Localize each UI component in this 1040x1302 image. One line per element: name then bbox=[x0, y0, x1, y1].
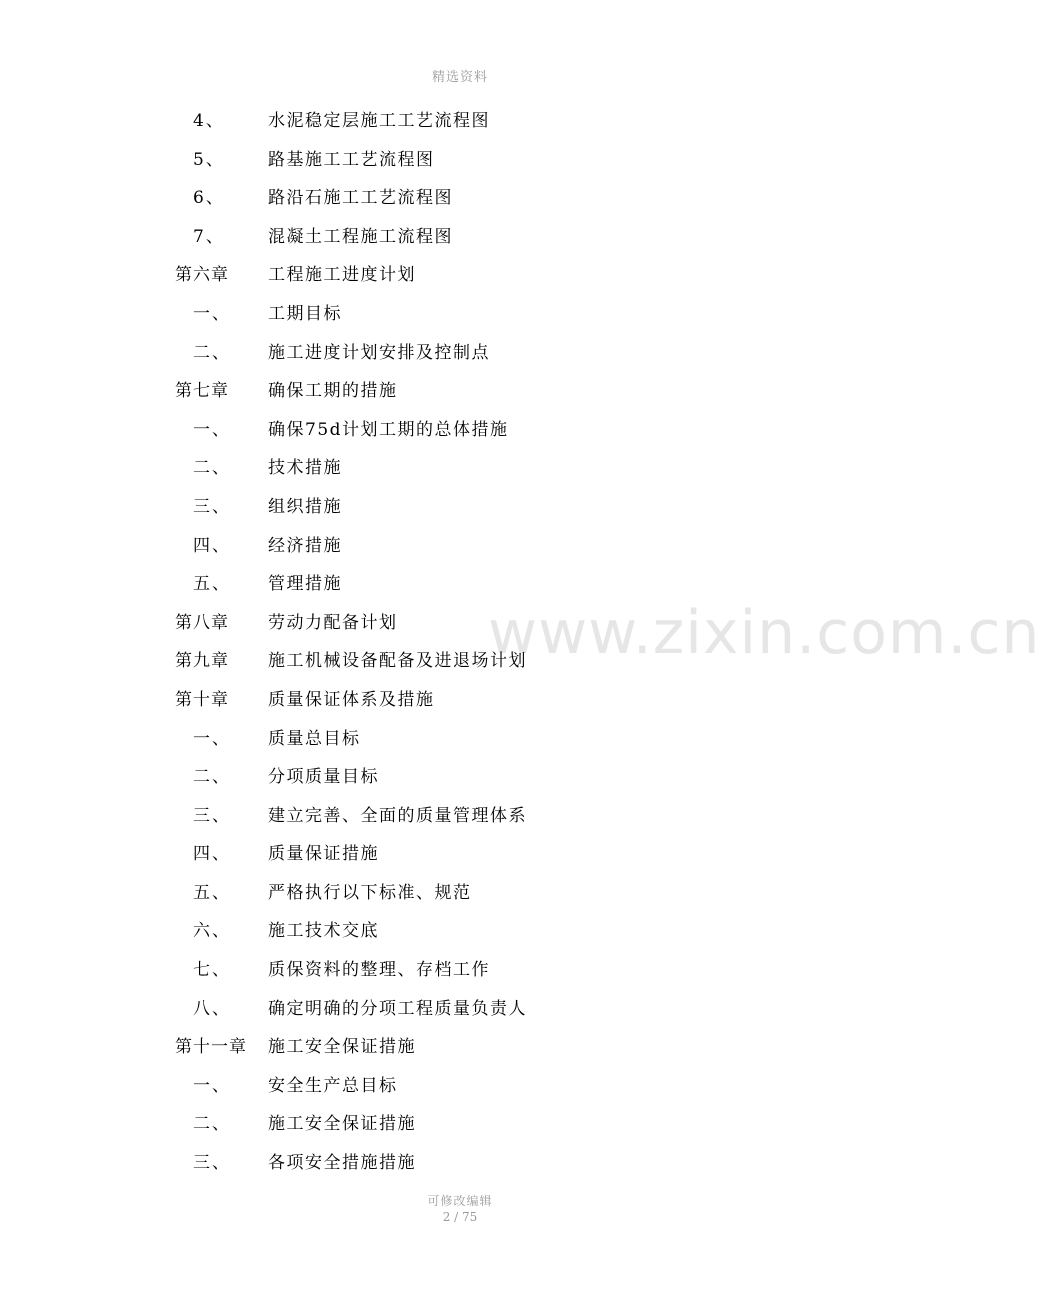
toc-number: 第十章 bbox=[175, 689, 229, 710]
toc-item-row bbox=[0, 492, 920, 531]
toc-title: 施工安全保证措施 bbox=[268, 1037, 416, 1058]
toc-title: 经济措施 bbox=[268, 535, 342, 556]
toc-number: 5、 bbox=[193, 149, 225, 170]
toc-number: 二、 bbox=[193, 458, 231, 479]
toc-item-row bbox=[0, 916, 920, 955]
watermark: www.zixin.com.cn bbox=[488, 598, 1040, 668]
toc-item-row bbox=[0, 106, 920, 145]
toc-item-row bbox=[0, 994, 920, 1033]
toc-number: 一、 bbox=[193, 419, 231, 440]
toc-number: 八、 bbox=[193, 998, 231, 1019]
toc-item-row bbox=[0, 183, 920, 222]
toc-title: 工期目标 bbox=[268, 303, 342, 324]
toc-number: 一、 bbox=[193, 728, 231, 749]
toc-chapter-row bbox=[0, 646, 920, 685]
toc-item-row bbox=[0, 801, 920, 840]
toc-title: 质保资料的整理、存档工作 bbox=[268, 960, 490, 981]
toc-number: 二、 bbox=[193, 767, 231, 788]
toc-item-row bbox=[0, 145, 920, 184]
toc-title: 确定明确的分项工程质量负责人 bbox=[268, 998, 527, 1019]
page-header: 精选资料 bbox=[431, 70, 488, 85]
toc-title: 各项安全措施措施 bbox=[268, 1153, 416, 1174]
toc-title: 路沿石施工工艺流程图 bbox=[268, 188, 453, 209]
toc-item-row bbox=[0, 338, 920, 377]
toc-chapter-row bbox=[0, 1032, 920, 1071]
toc-title: 组织措施 bbox=[268, 496, 342, 517]
toc-item-row bbox=[0, 762, 920, 801]
toc-title: 技术措施 bbox=[268, 458, 342, 479]
toc-number: 7、 bbox=[193, 226, 225, 247]
footer-note: 可修改编辑 bbox=[427, 1194, 493, 1208]
toc-chapter-row bbox=[0, 260, 920, 299]
toc-title: 安全生产总目标 bbox=[268, 1075, 398, 1096]
toc-item-row bbox=[0, 415, 920, 454]
toc-number: 第十一章 bbox=[175, 1037, 247, 1058]
toc-item-row bbox=[0, 724, 920, 763]
toc-title: 施工进度计划安排及控制点 bbox=[268, 342, 490, 363]
toc-title: 管理措施 bbox=[268, 574, 342, 595]
toc-chapter-row bbox=[0, 608, 920, 647]
toc-item-row bbox=[0, 1071, 920, 1110]
toc-number: 6、 bbox=[193, 188, 225, 209]
toc-number: 五、 bbox=[193, 574, 231, 595]
toc-number: 一、 bbox=[193, 303, 231, 324]
toc-title: 确保工期的措施 bbox=[268, 381, 398, 402]
toc-number: 三、 bbox=[193, 496, 231, 517]
toc-title: 质量总目标 bbox=[268, 728, 361, 749]
toc-item-row bbox=[0, 453, 920, 492]
toc-item-row bbox=[0, 222, 920, 261]
toc-number: 四、 bbox=[193, 844, 231, 865]
toc-title: 路基施工工艺流程图 bbox=[268, 149, 435, 170]
toc-item-row bbox=[0, 569, 920, 608]
toc-item-row bbox=[0, 878, 920, 917]
toc-item-row bbox=[0, 839, 920, 878]
toc-title: 施工安全保证措施 bbox=[268, 1114, 416, 1135]
toc-number: 二、 bbox=[193, 1114, 231, 1135]
toc-title: 分项质量目标 bbox=[268, 767, 379, 788]
toc-number: 第七章 bbox=[175, 381, 229, 402]
toc-title: 混凝土工程施工流程图 bbox=[268, 226, 453, 247]
toc-title: 水泥稳定层施工工艺流程图 bbox=[268, 111, 490, 131]
toc-item-row bbox=[0, 299, 920, 338]
toc-title: 确保75d计划工期的总体措施 bbox=[268, 419, 509, 440]
toc-number: 三、 bbox=[193, 1153, 231, 1174]
toc-item-row bbox=[0, 1148, 920, 1187]
toc-number: 一、 bbox=[193, 1075, 231, 1096]
toc-title: 建立完善、全面的质量管理体系 bbox=[268, 805, 527, 826]
page-number: 2 / 75 bbox=[442, 1210, 478, 1224]
toc-title: 劳动力配备计划 bbox=[268, 612, 398, 633]
toc-number: 二、 bbox=[193, 342, 231, 363]
toc-title: 严格执行以下标准、规范 bbox=[268, 882, 472, 903]
toc-title: 质量保证体系及措施 bbox=[268, 689, 435, 710]
toc-number: 七、 bbox=[193, 960, 231, 981]
toc-number: 四、 bbox=[193, 535, 231, 556]
toc-item-row bbox=[0, 1109, 920, 1148]
toc-number: 六、 bbox=[193, 921, 231, 942]
toc-title: 质量保证措施 bbox=[268, 844, 379, 865]
table-of-contents bbox=[0, 106, 920, 1187]
toc-number: 第九章 bbox=[175, 651, 229, 672]
toc-number: 三、 bbox=[193, 805, 231, 826]
toc-title: 施工机械设备配备及进退场计划 bbox=[268, 651, 527, 672]
toc-number: 第八章 bbox=[175, 612, 229, 633]
toc-number: 4、 bbox=[193, 111, 225, 131]
toc-item-row bbox=[0, 955, 920, 994]
toc-title: 工程施工进度计划 bbox=[268, 265, 416, 286]
toc-number: 五、 bbox=[193, 882, 231, 903]
toc-chapter-row bbox=[0, 376, 920, 415]
toc-title: 施工技术交底 bbox=[268, 921, 379, 942]
toc-chapter-row bbox=[0, 685, 920, 724]
toc-number: 第六章 bbox=[175, 265, 229, 286]
toc-item-row bbox=[0, 531, 920, 570]
